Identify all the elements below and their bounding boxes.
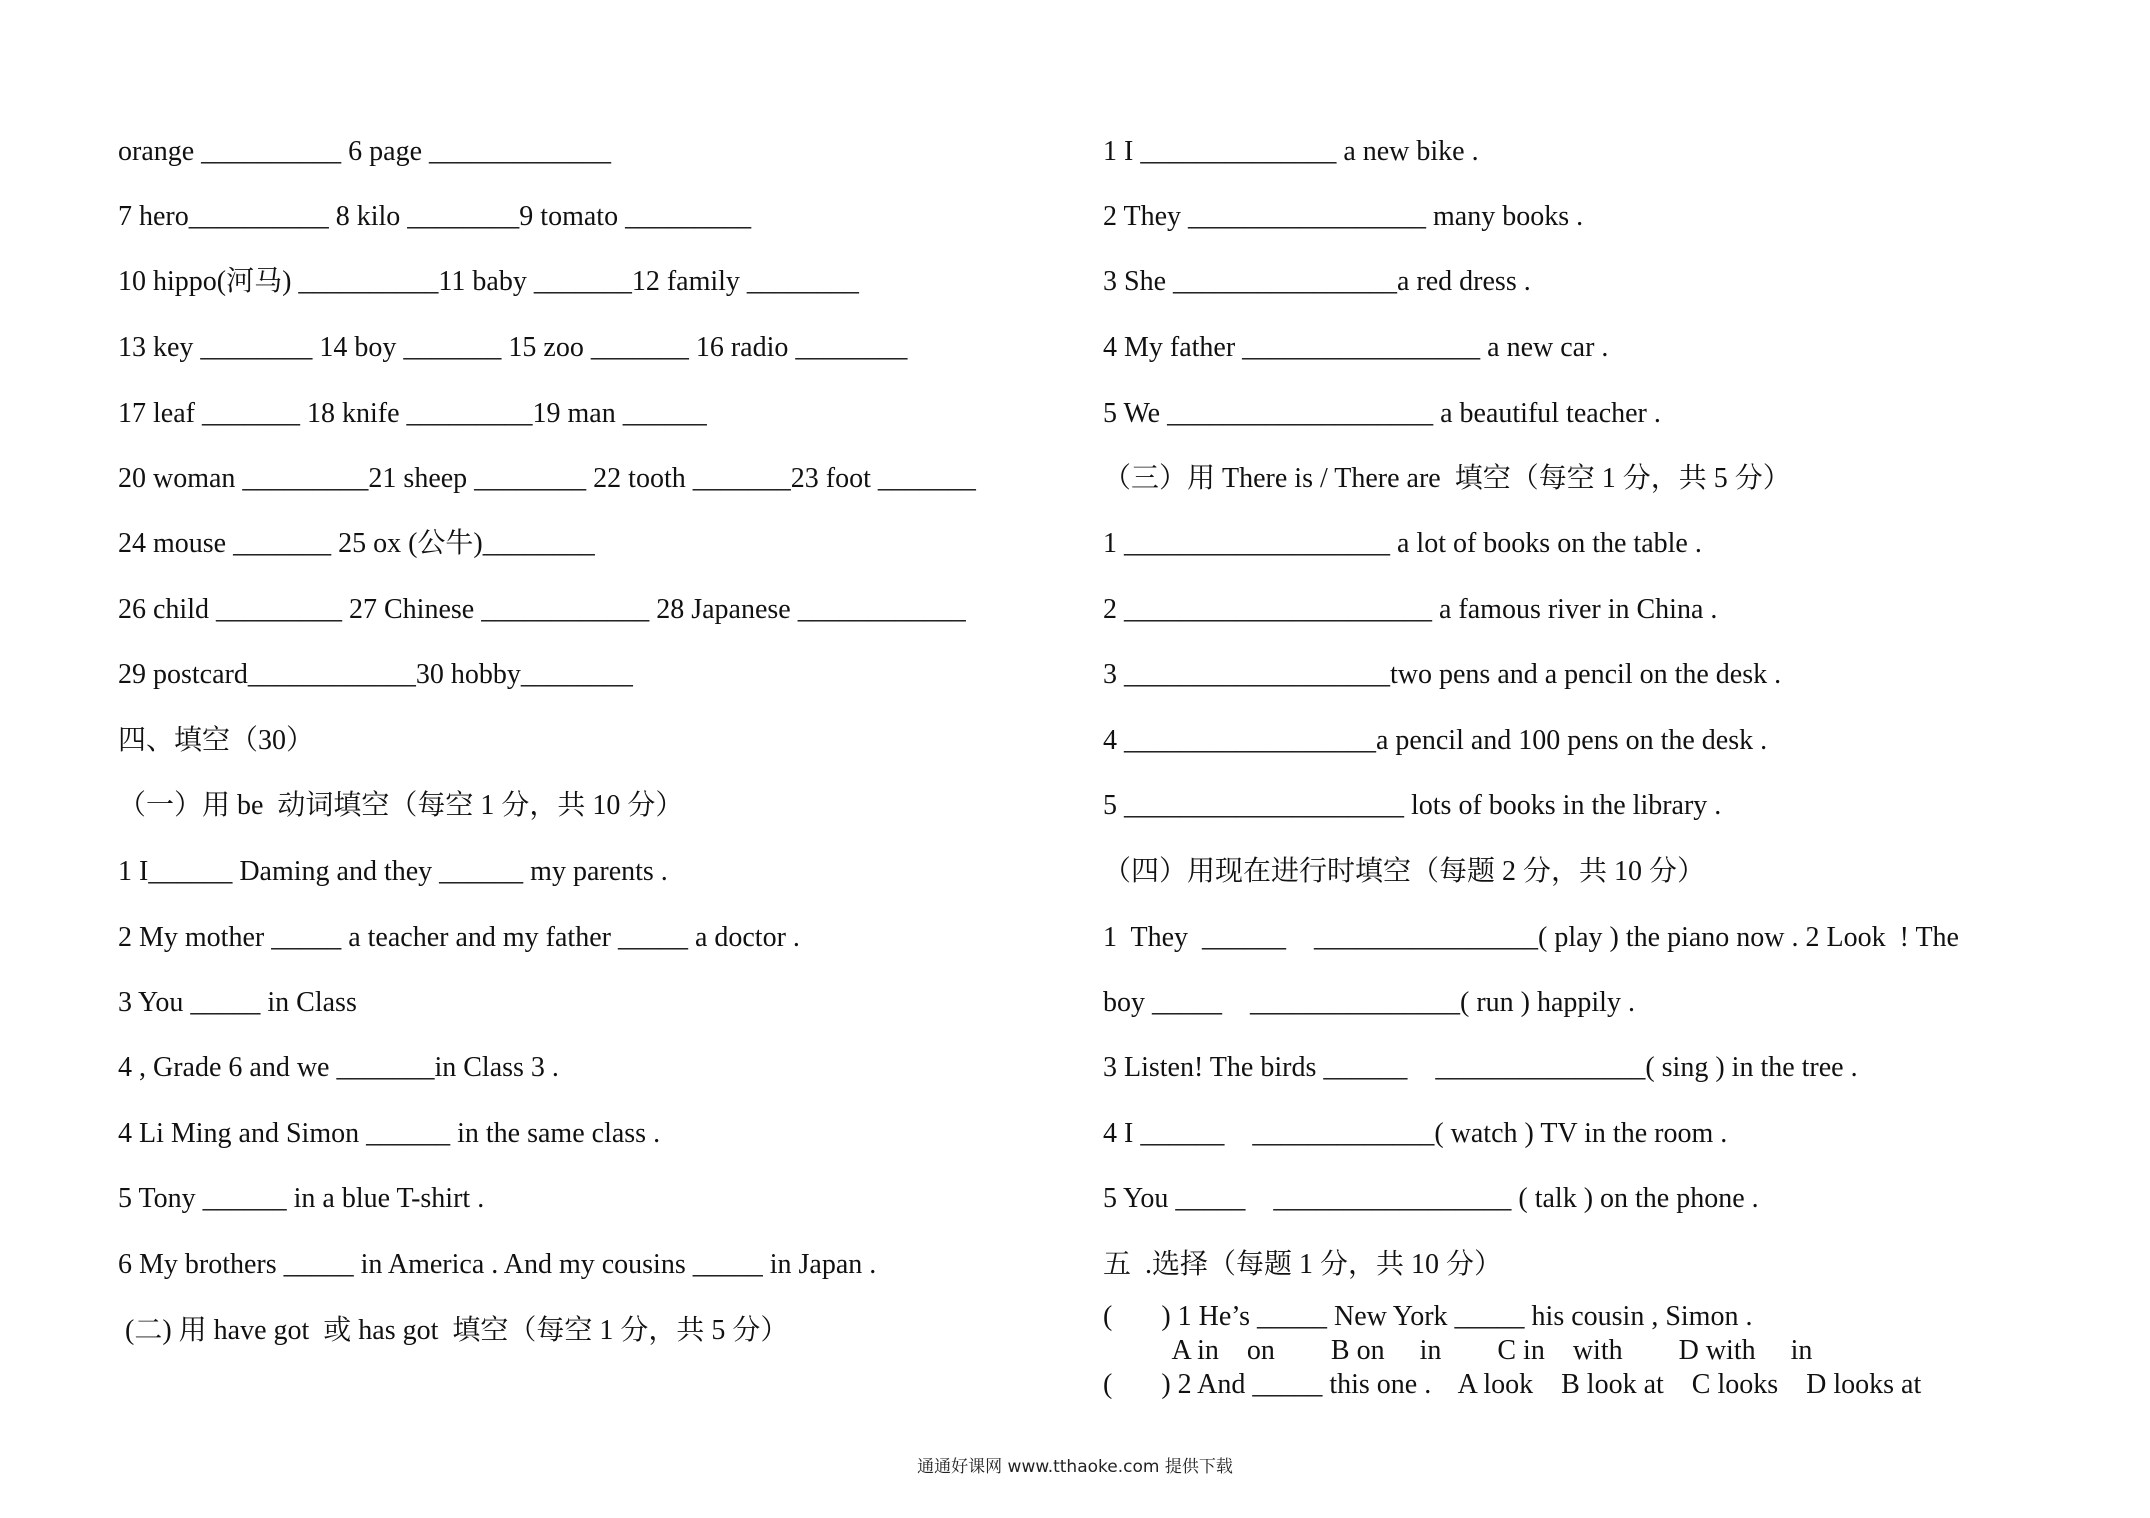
have-got-question-1: 1 I ______________ a new bike .: [1103, 136, 1479, 167]
be-question-4a: 4 , Grade 6 and we _______in Class 3 .: [118, 1052, 559, 1083]
section-5-heading: 五 .选择（每题 1 分，共 10 分）: [1103, 1249, 1503, 1280]
plural-row-8: 26 child _________ 27 Chinese ____________ 28 Japanese ____________: [118, 594, 966, 625]
progressive-question-1: 1 They ______ ________________( play ) the piano now . 2 Look ! The: [1103, 922, 1959, 953]
choice-question-2: ( ) 2 And _____ this one . A look B look at C looks D looks at: [1103, 1369, 1922, 1400]
be-question-3: 3 You _____ in Class: [118, 987, 357, 1018]
have-got-question-4: 4 My father _________________ a new car .: [1103, 332, 1609, 363]
progressive-question-3: 3 Listen! The birds ______ _______________( sing ) in the tree .: [1103, 1052, 1858, 1083]
be-question-1: 1 I______ Daming and they ______ my parents .: [118, 856, 668, 887]
be-question-5: 5 Tony ______ in a blue T-shirt .: [118, 1183, 485, 1214]
page-footer: 通通好课网 www.tthaoke.com 提供下载: [917, 1457, 1233, 1477]
section-4-heading: 四、填空（30）: [118, 725, 315, 756]
progressive-question-5: 5 You _____ _________________ ( talk ) on the phone .: [1103, 1183, 1759, 1214]
plural-row-1: orange __________ 6 page _____________: [118, 136, 612, 167]
there-be-question-3: 3 ___________________two pens and a pencil on the desk .: [1103, 659, 1782, 690]
plural-row-4: 13 key ________ 14 boy _______ 15 zoo _______ 16 radio ________: [118, 332, 908, 363]
plural-row-2: 7 hero__________ 8 kilo ________9 tomato _________: [118, 201, 752, 232]
choice-question-1-options: A in on B on in C in with D with in: [1103, 1335, 1813, 1366]
plural-row-9: 29 postcard____________30 hobby________: [118, 659, 633, 690]
part-4-heading: （四）用现在进行时填空（每题 2 分，共 10 分）: [1103, 856, 1706, 887]
plural-row-5: 17 leaf _______ 18 knife _________19 man ______: [118, 398, 707, 429]
there-be-question-2: 2 ______________________ a famous river in China .: [1103, 594, 1718, 625]
there-be-question-5: 5 ____________________ lots of books in the library .: [1103, 790, 1722, 821]
have-got-question-5: 5 We ___________________ a beautiful teacher .: [1103, 398, 1661, 429]
be-question-4b: 4 Li Ming and Simon ______ in the same class .: [118, 1118, 661, 1149]
progressive-question-2: boy _____ _______________( run ) happily .: [1103, 987, 1635, 1018]
have-got-question-2: 2 They _________________ many books .: [1103, 201, 1584, 232]
be-question-6: 6 My brothers _____ in America . And my cousins _____ in Japan .: [118, 1249, 877, 1280]
there-be-question-4: 4 __________________a pencil and 100 pens on the desk .: [1103, 725, 1768, 756]
there-be-question-1: 1 ___________________ a lot of books on the table .: [1103, 528, 1702, 559]
part-2-heading: (二) 用 have got 或 has got 填空（每空 1 分，共 5 分）: [118, 1315, 789, 1346]
part-3-heading: （三）用 There is / There are 填空（每空 1 分，共 5 分）: [1103, 463, 1791, 494]
progressive-question-4: 4 I ______ _____________( watch ) TV in the room .: [1103, 1118, 1728, 1149]
be-question-2: 2 My mother _____ a teacher and my father _____ a doctor .: [118, 922, 800, 953]
part-1-heading: （一）用 be 动词填空（每空 1 分，共 10 分）: [118, 790, 684, 821]
choice-question-1: ( ) 1 He’s _____ New York _____ his cousin , Simon .: [1103, 1301, 1753, 1332]
plural-row-7: 24 mouse _______ 25 ox (公牛)________: [118, 528, 595, 559]
plural-row-3: 10 hippo(河马) __________11 baby _______12 family ________: [118, 266, 859, 297]
have-got-question-3: 3 She ________________a red dress .: [1103, 266, 1531, 297]
plural-row-6: 20 woman _________21 sheep ________ 22 tooth _______23 foot _______: [118, 463, 976, 494]
